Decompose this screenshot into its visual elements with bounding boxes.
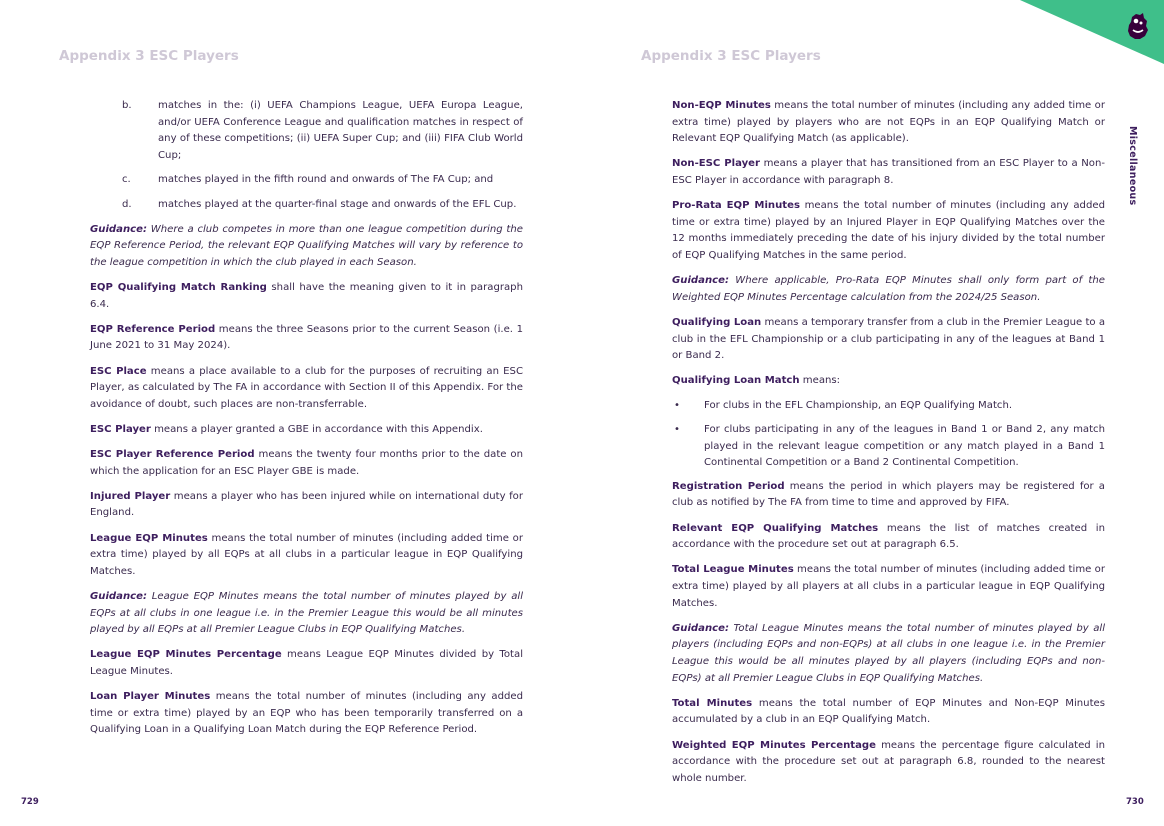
term: League EQP Minutes Percentage: [90, 649, 282, 661]
definition: means a player granted a GBE in accordance with this Appendix.: [150, 423, 483, 435]
definition-paragraph: [672, 373, 1105, 390]
definition: means the total number of minutes (including any added time or extra time) played by an Injured Player in EQP Qualifying Matches over the 12 months immediately preceding the date of his injury divided by the total number of EQP Qualifying Matches in the same period.: [672, 200, 1105, 261]
definition-paragraph: [90, 489, 523, 522]
definition-paragraph: [90, 280, 523, 313]
term: EQP Reference Period: [90, 323, 216, 335]
guidance-paragraph: [90, 222, 523, 272]
definition: means a temporary transfer from a club in the Premier League to a club in the EFL Championship or a club participating in any of the leagues at Band 1 or Band 2.: [672, 316, 1105, 362]
term: Loan Player Minutes: [90, 691, 211, 703]
list-item: [90, 98, 523, 164]
list-marker: d.: [122, 198, 132, 210]
definition-paragraph: [90, 447, 523, 480]
right-page: [582, 0, 1164, 826]
list-marker: c.: [122, 174, 131, 186]
definition: means the total number of minutes (including any added time or extra time) played by an EQP who has been temporarily transferred on a Qualifying Loan in a Qualifying Loan Match during the EQP Reference Period.: [90, 691, 524, 736]
corner-decoration: [1020, 0, 1164, 68]
definition-paragraph: [90, 689, 523, 739]
list-text: matches played at the quarter-final stage and onwards of the EFL Cup.: [158, 198, 517, 210]
definition: means the list of matches created in accordance with the procedure set out at paragraph 6.5.: [672, 522, 1105, 551]
definition: means the total number of minutes (including added time or extra time) played by all players at all clubs in a particular league in EQP Qualifying Matches.: [672, 564, 1105, 609]
guidance-paragraph: [672, 621, 1105, 687]
definition-paragraph: [672, 315, 1105, 365]
term: Guidance:: [672, 275, 730, 287]
definition-paragraph: [672, 156, 1105, 189]
page-number: 729: [21, 797, 39, 807]
left-column: [90, 98, 523, 748]
bullet-text: For clubs in the EFL Championship, an EQP Qualifying Match.: [704, 400, 1013, 412]
definition-paragraph: [672, 479, 1105, 512]
definition-paragraph: [672, 198, 1105, 264]
term: Registration Period: [672, 480, 785, 492]
list-text: matches in the: (i) UEFA Champions League, UEFA Europa League, and/or UEFA Conference League and qualification matches in respect of any of these competitions; (ii) UEFA Super Cup; and (iii) FIFA Club World Cup;: [158, 100, 523, 161]
definition-paragraph: [672, 738, 1105, 788]
definition-paragraph: [90, 647, 523, 680]
list-item: [90, 197, 523, 214]
left-page-header: Appendix 3 ESC Players: [59, 48, 239, 64]
term: Weighted EQP Minutes Percentage: [672, 739, 876, 751]
term: ESC Player: [90, 423, 151, 435]
term: Qualifying Loan Match: [672, 375, 800, 387]
term: Relevant EQP Qualifying Matches: [672, 522, 879, 534]
definition: means the three Seasons prior to the current Season (i.e. 1 June 2021 to 31 May 2024).: [90, 323, 524, 352]
bullet-dot: •: [674, 424, 680, 436]
term: EQP Qualifying Match Ranking: [90, 281, 267, 293]
list-item: [90, 172, 523, 189]
term: Injured Player: [90, 490, 171, 502]
definition: means:: [799, 375, 841, 387]
bullet-item: [672, 398, 1105, 415]
section-side-label: Miscellaneous: [1127, 126, 1138, 206]
definition-paragraph: [672, 521, 1105, 554]
definition: means the total number of minutes (including added time or extra time) played by all EQPs at all clubs in a particular league in EQP Qualifying Matches.: [90, 532, 523, 577]
definition: League EQP Minutes means the total number of minutes played by all EQPs at all clubs in one league i.e. in the Premier League this would be all minutes played by all EQPs at all Premier League Clubs in EQP Qualifying Matches.: [90, 591, 523, 636]
term: League EQP Minutes: [90, 532, 208, 544]
definition: means the period in which players may be registered for a club as notified by The FA from time to time and approved by FIFA.: [672, 480, 1105, 509]
definition-paragraph: [90, 422, 523, 439]
term: Guidance:: [672, 622, 730, 634]
list-text: matches played in the fifth round and onwards of The FA Cup; and: [158, 174, 494, 186]
definition-paragraph: [90, 531, 523, 581]
bullet-dot: •: [674, 400, 680, 412]
term: Qualifying Loan: [672, 316, 762, 328]
guidance-paragraph: [90, 589, 523, 639]
term: Pro-Rata EQP Minutes: [672, 200, 800, 212]
definition-paragraph: [90, 364, 523, 414]
definition-paragraph: [672, 98, 1105, 148]
right-page-header: Appendix 3 ESC Players: [641, 48, 821, 64]
term: Guidance:: [90, 591, 148, 602]
definition: means a player that has transitioned from an ESC Player to a Non-ESC Player in accordance with paragraph 8.: [672, 158, 1105, 186]
page-number: 730: [1126, 797, 1144, 807]
right-column: [672, 98, 1105, 796]
term: ESC Player Reference Period: [90, 449, 255, 461]
bullet-item: [672, 422, 1105, 472]
definition: Where a club competes in more than one league competition during the EQP Reference Period, the relevant EQP Qualifying Matches will vary by reference to the league competition in which the club played in each Season.: [90, 223, 523, 268]
term: ESC Place: [90, 365, 147, 377]
term: Non-ESC Player: [672, 158, 760, 170]
term: Guidance:: [90, 223, 148, 235]
definition: means the percentage figure calculated in accordance with the procedure set out at paragraph 6.8, rounded to the nearest whole number.: [672, 739, 1105, 784]
bullet-text: For clubs participating in any of the leagues in Band 1 or Band 2, any match played in the relevant league competition or any match played in a Band 1 Continental Competition or a Band 2 Continental Competition.: [704, 424, 1105, 469]
guidance-paragraph: [672, 273, 1105, 306]
list-marker: b.: [122, 100, 132, 111]
definition: Total League Minutes means the total number of minutes played by all players (including EQPs and non-EQPs) at all clubs in one league i.e. in the Premier League this would be all minutes played by all players (including EQPs and non-EQPs) at all Premier League Clubs in EQP Qualifying Matches.: [672, 622, 1105, 684]
definition: means League EQP Minutes divided by Total League Minutes.: [90, 649, 523, 677]
term: Total League Minutes: [672, 564, 794, 576]
definition-paragraph: [672, 696, 1105, 729]
definition: means the total number of minutes (including any added time or extra time) played by players who are not EQPs in an EQP Qualifying Match or Relevant EQP Qualifying Match (as applicable).: [672, 100, 1105, 145]
definition: means the total number of EQP Minutes and Non-EQP Minutes accumulated by a club in an EQP Qualifying Match.: [672, 697, 1105, 726]
definition: Where applicable, Pro-Rata EQP Minutes shall only form part of the Weighted EQP Minutes Percentage calculation from the 2024/25 Season.: [672, 275, 1105, 303]
definition-paragraph: [672, 562, 1105, 612]
term: Non-EQP Minutes: [672, 100, 771, 111]
definition: means a place available to a club for the purposes of recruiting an ESC Player, as calculated by The FA in accordance with Section II of this Appendix. For the avoidance of doubt, such places are non-transferrable.: [90, 365, 523, 410]
term: Total Minutes: [672, 697, 753, 709]
definition: means the twenty four months prior to the date on which the application for an ESC Player GBE is made.: [90, 449, 523, 477]
definition: shall have the meaning given to it in paragraph 6.4.: [90, 281, 523, 310]
definition: means a player who has been injured while on international duty for England.: [90, 490, 523, 519]
definition-paragraph: [90, 322, 523, 355]
